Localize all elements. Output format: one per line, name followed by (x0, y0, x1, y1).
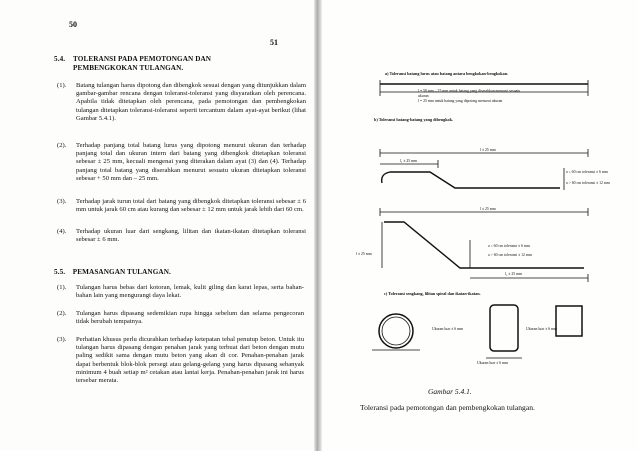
item-number: (3). (57, 336, 67, 343)
section-title: PEMASANGAN TULANGAN. (72, 268, 171, 276)
item-number: (1). (57, 82, 67, 89)
paragraph-5-5-2 (57, 310, 304, 326)
dim-l2: l₂ ± 25 mm (505, 272, 523, 276)
paragraph-5-4-2 (57, 142, 306, 183)
fig-c-label: c) Toleransi sengkang, lilitan spiral dan ikatan-ikatan. (384, 291, 481, 296)
figure-number: Gambar 5.4.1. (428, 387, 472, 396)
tolerance-figure (320, 0, 638, 400)
section-number: 5.5. (54, 268, 66, 276)
item-text: Batang tulangan harus dipotong dan dibengkok sesuai dengan yang ditunjukkan dalam gambar-gambar rencana dengan toleransi-toleransi yang disyaratkan oleh perencana. Apabila tidak ditetapkan oleh perencana, pada pemotongan dan pembengkokan tulangan ditetapkan toleransi-toleransi seperti tercantum dalam ayat-ayat berikut (lihat Gambar 5.4.1). (76, 82, 306, 122)
item-text: Terhadap panjang total batang lurus yang dipotong menurut ukuran dan terhadap panjang total dan ukuran intern dari batang yang dibengkok ditetapkan toleransi sebesar ± 25 mm, kecuali mengenai yang diterakan dalam ayat (3) dan (4). Terhadap panjang total batang yang diserahkan menurut sesuatu ukuran ditetapkan toleransi sebesar + 50 mm dan – 25 mm. (76, 142, 306, 182)
item-text: Terhadap jarak turun total dari batang yang dibengkok ditetapkan toleransi sebesar ± 6 mm untuk jarak 60 cm atau kurang dan sebesar ± 12 mm untuk jarak lebih dari 60 cm. (76, 198, 306, 214)
item-text: Terhadap ukuran luar dari sengkang, lilitan dan ikatan-ikatan ditetapkan toleransi sebesar ± 6 mm. (76, 228, 306, 244)
stirrup-rect (490, 305, 518, 351)
spiral-ring-inner (382, 317, 410, 345)
paragraph-5-5-3 (57, 336, 304, 385)
fig-a-note-1: l = 50 mm – 25 mm untuk batang yang diserahkan menurut sesuatu ukuran (418, 89, 521, 98)
paragraph-5-4-1 (57, 82, 306, 123)
item-number: (2). (57, 142, 67, 149)
note-a2: a > 60 cm toleransi ± 12 mm (566, 181, 610, 185)
section-5-4-heading (54, 55, 254, 72)
bent-bar-2 (384, 222, 584, 268)
note-round: Ukuran luar ± 6 mm (432, 327, 463, 331)
right-page-number: 51 (270, 38, 278, 47)
dim-l-mid: l ± 25 mm (480, 207, 496, 211)
bent-bar-1 (382, 172, 560, 188)
figure-caption: Toleransi pada pemotongan dan pembengkokan tulangan. (360, 403, 535, 412)
note-a1: a ≤ 60 cm toleransi ± 6 mm (566, 170, 608, 174)
paragraph-5-4-3 (57, 198, 306, 214)
item-number: (2). (57, 310, 67, 317)
left-page-number: 50 (69, 20, 77, 29)
tie-rect (556, 306, 582, 336)
fig-a-label: a) Toleransi batang lurus atau batang antara bengkokan-bengkokan. (385, 71, 509, 76)
dim-l-top: l ± 25 mm (480, 148, 496, 152)
note-tie: Ukuran luar ± 6 mm (526, 327, 557, 331)
fig-a-note-2: l = 25 mm untuk batang yang dipotong menurut ukuran (418, 99, 503, 103)
section-5-5-heading (54, 268, 171, 276)
section-number: 5.4. (54, 55, 66, 63)
item-text: Perhatian khusus perlu dicurahkan terhadap ketepatan tebal penutup beton. Untuk itu tulangan harus dipasang dengan penahan jarak yang terbuat dari beton dengan mutu paling sedikit sama dengan mutu beton yang akan di cor. Penahan-penahan jarak dapat berbentuk blok-blok persegi atau gelang-gelang yang harus dipasang sebanyak minimum 4 buah setiap m² cetakan atau lantai kerja. Penahan-penahan jarak ini harus tersebar merata. (76, 336, 304, 385)
note-a4: a > 60 cm toleransi ± 12 mm (488, 253, 532, 257)
paragraph-5-4-4 (57, 228, 306, 244)
paragraph-5-5-1 (57, 284, 304, 300)
fig-b-label: b) Toleransi batang-batang yang dibengkok. (374, 117, 454, 122)
item-number: (3). (57, 198, 67, 205)
dim-l-left: l ± 25 mm (356, 252, 372, 256)
item-number: (1). (57, 284, 67, 291)
item-number: (4). (57, 228, 67, 235)
note-bottom: Ukuran luar ± 6 mm (477, 361, 508, 365)
item-text: Tulangan harus dipasang sedemikian rupa hingga sebelum dan selama pengecoran tidak berubah tempatnya. (76, 310, 304, 326)
dim-l1: l₁ ± 25 mm (400, 159, 418, 163)
section-title: TOLERANSI PADA PEMOTONGAN DAN PEMBENGKOKAN TULANGAN. (73, 55, 212, 72)
item-text: Tulangan harus bebas dari kotoran, lemak, kulit giling dan karat lepas, serta bahan-bahan lain yang mengurangi daya lekat. (76, 284, 304, 300)
spiral-ring (379, 314, 413, 348)
note-a3: a ≤ 60 cm toleransi ± 6 mm (488, 244, 530, 248)
